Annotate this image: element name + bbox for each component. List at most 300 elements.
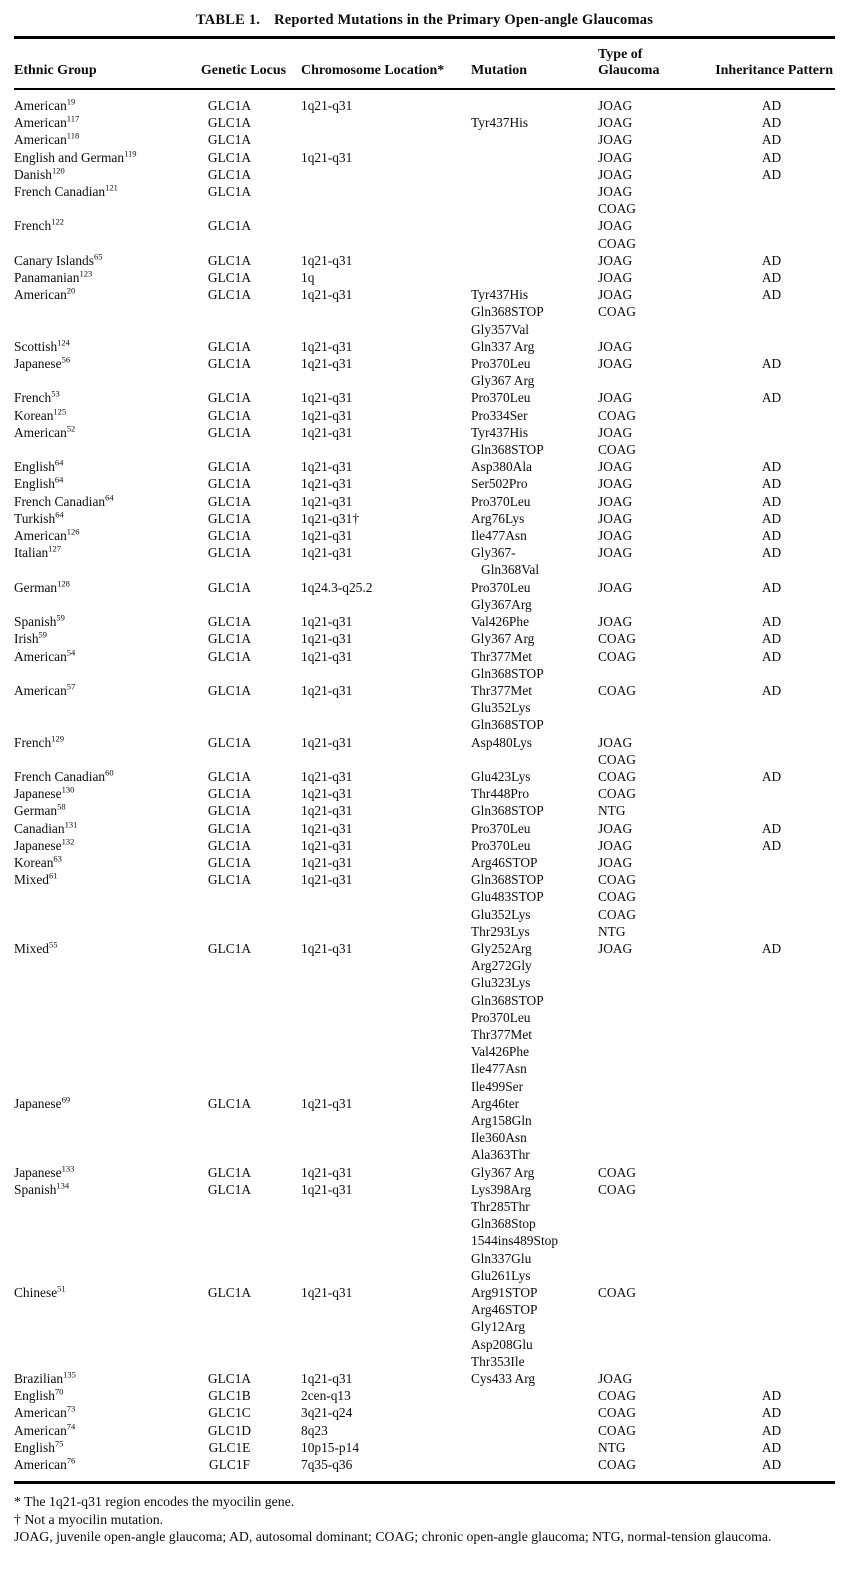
- reference-superscript: 65: [93, 251, 103, 262]
- reference-superscript: 124: [57, 337, 70, 348]
- inheritance-cell: AD: [761, 1405, 782, 1421]
- reference-superscript: 57: [66, 681, 76, 692]
- reference-superscript: 131: [64, 819, 78, 830]
- table-row: [14, 475, 835, 492]
- table-row: [14, 183, 835, 217]
- table-title-text: Reported Mutations in the Primary Open-angle Glaucomas: [274, 12, 654, 28]
- glaucoma-type-cell: COAG: [598, 768, 636, 784]
- chromosome-location-cell: 1q21-q31: [301, 837, 353, 853]
- mutation-cell: Glu423Lys: [471, 768, 531, 784]
- header-chromosome-location: Chromosome Location*: [301, 63, 445, 78]
- ethnic-group-cell: English$^{64}$: [14, 457, 64, 475]
- reference-superscript: 129: [51, 733, 64, 744]
- chromosome-location-cell: 1q21-q31: [301, 872, 353, 888]
- chromosome-location-cell: 1q21-q31: [301, 252, 353, 268]
- mutation-cell: [471, 217, 598, 251]
- inheritance-cell: AD: [761, 631, 782, 647]
- genetic-locus-cell: GLC1A: [207, 786, 252, 802]
- footnote-dagger: † Not a myocilin mutation.: [14, 1511, 164, 1527]
- glaucoma-type-cell: COAG: [598, 407, 636, 423]
- chromosome-location-cell: 1q21-q31: [301, 493, 353, 509]
- table-row: [14, 424, 835, 458]
- genetic-locus-cell: GLC1A: [207, 149, 252, 165]
- table-row: [14, 940, 835, 1095]
- genetic-locus-cell: GLC1A: [207, 218, 252, 234]
- table-row: [14, 493, 835, 510]
- reference-superscript: 59: [38, 629, 48, 640]
- ethnic-group-cell: French Canadian$^{121}$: [14, 182, 118, 200]
- table-footnotes: [14, 1484, 835, 1546]
- chromosome-location-cell: 1q21-q31: [301, 786, 353, 802]
- genetic-locus-cell: GLC1A: [207, 682, 252, 698]
- header-type-line2: Glaucoma: [598, 63, 660, 78]
- inheritance-cell: [688, 734, 835, 768]
- ethnic-group-cell: French Canadian$^{60}$: [14, 767, 114, 784]
- ethnic-group-cell: German$^{128}$: [14, 578, 70, 595]
- mutation-cell: [471, 252, 598, 269]
- genetic-locus-cell: GLC1E: [208, 1439, 251, 1455]
- genetic-locus-cell: GLC1A: [207, 803, 252, 819]
- mutation-cell: Val426Phe: [471, 614, 530, 630]
- genetic-locus-cell: GLC1A: [207, 631, 252, 647]
- reference-superscript: 74: [66, 1421, 76, 1432]
- ethnic-group-cell: American$^{126}$: [14, 526, 80, 544]
- footnote-asterisk: * The 1q21-q31 region encodes the myocilin gene.: [14, 1494, 295, 1510]
- ethnic-group-cell: American$^{52}$: [14, 423, 76, 440]
- inheritance-cell: AD: [761, 682, 782, 698]
- glaucoma-type-cell: COAG: [598, 631, 636, 647]
- table-row: [14, 338, 835, 355]
- mutation-cell: Tyr437His Gln368STOP: [471, 424, 544, 458]
- ethnic-group-cell: American$^{118}$: [14, 130, 80, 148]
- ethnic-group-cell: French$^{53}$: [14, 388, 60, 406]
- genetic-locus-cell: GLC1A: [207, 528, 252, 544]
- mutation-cell: Asp480Lys: [471, 734, 533, 750]
- ethnic-group-cell: American$^{20}$: [14, 285, 76, 303]
- chromosome-location-cell: 1q21-q31: [301, 820, 353, 836]
- mutation-cell: Pro370Leu Gly367 Arg: [471, 356, 535, 389]
- mutation-cell: [471, 1456, 598, 1473]
- inheritance-cell: AD: [761, 528, 782, 544]
- glaucoma-type-cell: JOAG: [598, 545, 633, 561]
- reference-superscript: 75: [54, 1438, 64, 1449]
- genetic-locus-cell: GLC1A: [207, 1371, 252, 1387]
- chromosome-location-cell: 1q21-q31: [301, 149, 353, 165]
- genetic-locus-cell: GLC1A: [207, 837, 252, 853]
- ethnic-group-cell: American$^{73}$: [14, 1403, 76, 1421]
- reference-superscript: 121: [105, 182, 118, 193]
- table-row: [14, 1439, 835, 1456]
- ethnic-group-cell: Canary Islands$^{65}$: [14, 251, 103, 268]
- mutation-cell: [471, 1422, 598, 1439]
- chromosome-location-cell: 1q21-q31: [301, 1371, 353, 1387]
- inheritance-cell: AD: [761, 476, 782, 492]
- ethnic-group-cell: Korean$^{125}$: [14, 406, 67, 423]
- genetic-locus-cell: GLC1A: [207, 768, 252, 784]
- reference-superscript: 55: [48, 939, 58, 950]
- mutation-cell: Pro334Ser: [471, 407, 528, 423]
- mutation-cell: [471, 1404, 598, 1421]
- inheritance-cell: [688, 407, 835, 424]
- genetic-locus-cell: GLC1A: [207, 184, 252, 200]
- inheritance-cell: AD: [761, 545, 782, 561]
- reference-superscript: 56: [61, 354, 71, 365]
- ethnic-group-cell: Canadian$^{131}$: [14, 819, 78, 836]
- mutation-cell: Gly252Arg Arg272Gly Glu323Lys Gln368STOP Pro370Leu Thr377Met Val426Phe Ile477Asn Ile499Ser: [471, 940, 544, 1094]
- genetic-locus-cell: GLC1A: [207, 1181, 252, 1197]
- glaucoma-type-cell: JOAG: [598, 270, 633, 286]
- inheritance-cell: [688, 217, 835, 251]
- glaucoma-type-cell: JOAG: [598, 579, 633, 595]
- chromosome-location-cell: 1q21-q31: [301, 424, 353, 440]
- mutation-cell: Cys433 Arg: [471, 1371, 536, 1387]
- table-row: [14, 854, 835, 871]
- chromosome-location-cell: 1q21-q31: [301, 459, 353, 475]
- mutation-cell: Gly367 Arg: [471, 1164, 535, 1180]
- genetic-locus-cell: GLC1A: [207, 820, 252, 836]
- table-row: [14, 1370, 835, 1387]
- genetic-locus-cell: GLC1A: [207, 545, 252, 561]
- chromosome-location-cell: 8q23: [301, 1422, 328, 1438]
- genetic-locus-cell: GLC1A: [207, 252, 252, 268]
- glaucoma-type-cell: JOAG: [598, 476, 633, 492]
- mutation-cell: Pro370Leu: [471, 390, 531, 406]
- table-header-row: [14, 39, 835, 88]
- table-row: [14, 820, 835, 837]
- reference-superscript: 122: [51, 216, 64, 227]
- mutation-cell: [471, 1439, 598, 1456]
- header-genetic-locus: Genetic Locus: [200, 63, 287, 78]
- reference-superscript: 53: [51, 388, 60, 399]
- inheritance-cell: AD: [761, 390, 782, 406]
- genetic-locus-cell: GLC1A: [207, 940, 252, 956]
- footnote-abbreviations: JOAG, juvenile open-angle glaucoma; AD, autosomal dominant; COAG; chronic open-angle glaucoma; NTG, normal-tension glaucoma.: [14, 1529, 772, 1545]
- glaucoma-type-cell: COAG: [598, 1181, 636, 1197]
- table-row: [14, 527, 835, 544]
- chromosome-location-cell: 1q21-q31: [301, 1095, 353, 1111]
- mutation-cell: Gln368STOP Glu483STOP Glu352Lys Thr293Lys: [471, 872, 544, 939]
- glaucoma-type-cell: JOAG: [598, 528, 633, 544]
- mutation-cell: Gly367 Arg: [471, 631, 535, 647]
- table-row: [14, 252, 835, 269]
- chromosome-location-cell: [301, 131, 471, 148]
- genetic-locus-cell: GLC1A: [207, 132, 252, 148]
- genetic-locus-cell: GLC1A: [207, 734, 252, 750]
- genetic-locus-cell: GLC1A: [207, 98, 252, 113]
- reference-superscript: 64: [105, 492, 114, 503]
- reference-superscript: 63: [53, 853, 62, 864]
- ethnic-group-cell: English$^{70}$: [14, 1386, 64, 1404]
- table-row: [14, 785, 835, 802]
- table-row: [14, 837, 835, 854]
- glaucoma-type-cell: COAG: [598, 1457, 636, 1473]
- table-number: TABLE 1.: [195, 12, 261, 28]
- chromosome-location-cell: 1q21-q31: [301, 476, 353, 492]
- inheritance-cell: [688, 338, 835, 355]
- chromosome-location-cell: 1q21-q31: [301, 390, 353, 406]
- table-row: [14, 217, 835, 251]
- glaucoma-type-cell: JOAG COAG: [598, 218, 636, 251]
- genetic-locus-cell: GLC1A: [207, 270, 252, 286]
- table-row: [14, 166, 835, 183]
- chromosome-location-cell: 1q21-q31: [301, 854, 353, 870]
- chromosome-location-cell: 1q21-q31: [301, 734, 353, 750]
- chromosome-location-cell: 1q21-q31: [301, 614, 353, 630]
- glaucoma-type-cell: JOAG: [598, 837, 633, 853]
- table-row: [14, 407, 835, 424]
- inheritance-cell: [688, 1370, 835, 1387]
- mutation-cell: Arg46ter Arg158Gln Ile360Asn Ala363Thr: [471, 1095, 532, 1163]
- chromosome-location-cell: 1q21-q31: [301, 648, 353, 664]
- table-row: [14, 1404, 835, 1421]
- glaucoma-type-cell: JOAG: [598, 252, 633, 268]
- mutation-cell: Lys398Arg Thr285Thr Gln368Stop 1544ins489Stop Gln337Glu Glu261Lys: [471, 1181, 559, 1283]
- inheritance-cell: [688, 1181, 835, 1284]
- inheritance-cell: [688, 1095, 835, 1164]
- header-mutation: Mutation: [471, 63, 527, 78]
- inheritance-cell: [688, 1284, 835, 1370]
- table-row: [14, 630, 835, 647]
- inheritance-cell: AD: [761, 270, 782, 286]
- glaucoma-type-cell: JOAG: [598, 614, 633, 630]
- table-title: [14, 8, 835, 36]
- chromosome-location-cell: 1q21-q31: [301, 1285, 353, 1301]
- ethnic-group-cell: American$^{76}$: [14, 1455, 76, 1473]
- genetic-locus-cell: GLC1A: [207, 872, 252, 888]
- ethnic-group-cell: American$^{74}$: [14, 1421, 76, 1438]
- chromosome-location-cell: 1q21-q31: [301, 631, 353, 647]
- chromosome-location-cell: 1q21-q31: [301, 768, 353, 784]
- table-row: [14, 286, 835, 338]
- table-row: [14, 458, 835, 475]
- ethnic-group-cell: Mixed$^{55}$: [14, 939, 58, 956]
- reference-superscript: 132: [61, 836, 75, 847]
- glaucoma-type-cell: JOAG: [598, 820, 633, 836]
- glaucoma-type-cell: JOAG COAG: [598, 184, 636, 217]
- reference-superscript: 126: [66, 526, 80, 537]
- chromosome-location-cell: [301, 217, 471, 251]
- genetic-locus-cell: GLC1A: [207, 648, 252, 664]
- inheritance-cell: AD: [761, 940, 782, 956]
- inheritance-cell: [688, 871, 835, 940]
- chromosome-location-cell: [301, 114, 471, 131]
- glaucoma-type-cell: COAG: [598, 1422, 636, 1438]
- ethnic-group-cell: German$^{58}$: [14, 801, 66, 819]
- glaucoma-type-cell: JOAG: [598, 1371, 633, 1387]
- reference-superscript: 128: [57, 578, 70, 589]
- reference-superscript: 59: [56, 612, 65, 623]
- inheritance-cell: AD: [761, 768, 782, 784]
- reference-superscript: 118: [66, 130, 80, 141]
- mutation-cell: Ser502Pro: [471, 476, 528, 492]
- chromosome-location-cell: 1q21-q31: [301, 356, 353, 372]
- genetic-locus-cell: GLC1A: [207, 510, 252, 526]
- table-row: [14, 871, 835, 940]
- inheritance-cell: [688, 1164, 835, 1181]
- chromosome-location-cell: 1q21-q31: [301, 803, 353, 819]
- glaucoma-type-cell: COAG: [598, 1164, 636, 1180]
- table-row: [14, 1456, 835, 1473]
- ethnic-group-cell: French$^{129}$: [14, 733, 64, 750]
- reference-superscript: 51: [57, 1283, 66, 1294]
- mutation-cell: [471, 166, 598, 183]
- reference-superscript: 73: [66, 1403, 76, 1414]
- table-row: [14, 648, 835, 682]
- glaucoma-type-cell: JOAG: [598, 493, 633, 509]
- ethnic-group-cell: American$^{54}$: [14, 647, 76, 664]
- genetic-locus-cell: GLC1A: [207, 356, 252, 372]
- inheritance-cell: AD: [761, 493, 782, 509]
- table-row: [14, 1387, 835, 1404]
- mutation-cell: Pro370Leu: [471, 820, 531, 836]
- table-row: [14, 768, 835, 785]
- glaucoma-type-cell: JOAG: [598, 854, 633, 870]
- reference-superscript: 69: [61, 1094, 71, 1105]
- reference-superscript: 52: [66, 423, 76, 434]
- chromosome-location-cell: [301, 183, 471, 217]
- table-body: [14, 90, 835, 1481]
- table-row: [14, 544, 835, 578]
- inheritance-cell: AD: [761, 1388, 782, 1404]
- chromosome-location-cell: 1q21-q31: [301, 682, 353, 698]
- mutation-cell: Gln368STOP: [471, 803, 544, 819]
- reference-superscript: 20: [66, 285, 76, 296]
- ethnic-group-cell: Danish$^{120}$: [14, 165, 65, 182]
- mutation-cell: Gly367- Gln368Val: [471, 545, 540, 578]
- ethnic-group-cell: Irish$^{59}$: [14, 629, 48, 647]
- genetic-locus-cell: GLC1C: [208, 1405, 251, 1421]
- table-row: [14, 682, 835, 734]
- table-row: [14, 355, 835, 389]
- ethnic-group-cell: English$^{75}$: [14, 1438, 64, 1455]
- glaucoma-type-cell: JOAG: [598, 132, 633, 148]
- ethnic-group-cell: Japanese$^{56}$: [14, 354, 71, 372]
- glaucoma-type-cell: COAG: [598, 786, 636, 802]
- chromosome-location-cell: 3q21-q24: [301, 1405, 353, 1421]
- glaucoma-type-cell: JOAG: [598, 940, 633, 956]
- table-row: [14, 389, 835, 406]
- glaucoma-type-cell: COAG: [598, 648, 636, 664]
- glaucoma-type-cell: JOAG: [598, 149, 633, 165]
- ethnic-group-cell: Brazilian$^{135}$: [14, 1369, 76, 1387]
- inheritance-cell: AD: [761, 98, 782, 113]
- reference-superscript: 117: [66, 113, 80, 124]
- glaucoma-type-cell: JOAG: [598, 98, 633, 113]
- reference-superscript: 134: [56, 1180, 70, 1191]
- inheritance-cell: AD: [761, 1457, 782, 1473]
- reference-superscript: 76: [66, 1455, 76, 1466]
- chromosome-location-cell: 1q21-q31: [301, 528, 353, 544]
- inheritance-cell: AD: [761, 837, 782, 853]
- table-row: [14, 613, 835, 630]
- ethnic-group-cell: Spanish$^{59}$: [14, 612, 65, 630]
- mutation-cell: [471, 149, 598, 166]
- ethnic-group-cell: English and German$^{119}$: [14, 148, 137, 165]
- mutation-cell: Thr377Met Gln368STOP: [471, 648, 544, 681]
- reference-superscript: 120: [51, 165, 65, 176]
- reference-superscript: 130: [61, 784, 75, 795]
- mutation-cell: Thr377Met Glu352Lys Gln368STOP: [471, 682, 544, 733]
- mutation-cell: Arg46STOP: [471, 854, 538, 870]
- mutation-cell: Ile477Asn: [471, 528, 527, 544]
- chromosome-location-cell: 1q21-q31: [301, 407, 353, 423]
- chromosome-location-cell: 1q21-q31: [301, 338, 353, 354]
- ethnic-group-cell: Scottish$^{124}$: [14, 337, 70, 354]
- glaucoma-type-cell: JOAG COAG: [598, 287, 636, 320]
- table-row: [14, 97, 835, 114]
- header-inheritance-pattern: Inheritance Pattern: [715, 63, 833, 78]
- header-type-of-glaucoma: [598, 47, 688, 79]
- chromosome-location-cell: 1q24.3-q25.2: [301, 579, 373, 595]
- ethnic-group-cell: American$^{117}$: [14, 113, 80, 131]
- chromosome-location-cell: [301, 166, 471, 183]
- reference-superscript: 135: [63, 1369, 76, 1380]
- glaucoma-type-cell: COAG: [598, 1405, 636, 1421]
- inheritance-cell: AD: [761, 1439, 782, 1455]
- inheritance-cell: AD: [761, 1422, 782, 1438]
- table-row: [14, 579, 835, 613]
- mutation-cell: [471, 97, 598, 114]
- table-row: [14, 802, 835, 819]
- mutation-cell: [471, 131, 598, 148]
- mutation-cell: Pro370Leu: [471, 493, 531, 509]
- inheritance-cell: AD: [761, 510, 782, 526]
- mutation-cell: [471, 269, 598, 286]
- table-row: [14, 734, 835, 768]
- table-row: [14, 1181, 835, 1284]
- chromosome-location-cell: 1q21-q31: [301, 1164, 353, 1180]
- reference-superscript: 60: [105, 767, 114, 778]
- chromosome-location-cell: 10p15-p14: [301, 1439, 360, 1455]
- genetic-locus-cell: GLC1A: [207, 476, 252, 492]
- ethnic-group-cell: Korean$^{63}$: [14, 853, 62, 870]
- inheritance-cell: AD: [761, 115, 782, 131]
- reference-superscript: 64: [54, 457, 64, 468]
- glaucoma-type-cell: JOAG: [598, 390, 633, 406]
- genetic-locus-cell: GLC1A: [207, 579, 252, 595]
- inheritance-cell: AD: [761, 149, 782, 165]
- chromosome-location-cell: 1q21-q31: [301, 287, 353, 303]
- glaucoma-type-cell: NTG: [598, 803, 626, 819]
- glaucoma-type-cell: JOAG: [598, 338, 633, 354]
- table-row: [14, 510, 835, 527]
- mutation-cell: Asp380Ala: [471, 459, 532, 475]
- reference-superscript: 61: [48, 870, 58, 881]
- genetic-locus-cell: GLC1A: [207, 1285, 252, 1301]
- table-row: [14, 1284, 835, 1370]
- inheritance-cell: AD: [761, 820, 782, 836]
- ethnic-group-cell: French$^{122}$: [14, 216, 64, 234]
- glaucoma-type-cell: [598, 1095, 688, 1164]
- ethnic-group-cell: Panamanian$^{123}$: [14, 268, 93, 286]
- glaucoma-type-cell: JOAG COAG: [598, 424, 636, 458]
- mutation-cell: Arg91STOP Arg46STOP Gly12Arg Asp208Glu Thr353Ile: [471, 1285, 538, 1369]
- glaucoma-type-cell: JOAG COAG: [598, 734, 636, 767]
- table-row: [14, 149, 835, 166]
- glaucoma-type-cell: JOAG: [598, 166, 633, 182]
- genetic-locus-cell: GLC1A: [207, 390, 252, 406]
- glaucoma-type-cell: JOAG: [598, 115, 633, 131]
- genetic-locus-cell: GLC1A: [207, 407, 252, 423]
- inheritance-cell: [688, 785, 835, 802]
- table-row: [14, 1095, 835, 1164]
- genetic-locus-cell: GLC1A: [207, 1164, 252, 1180]
- table-row: [14, 269, 835, 286]
- chromosome-location-cell: 7q35-q36: [301, 1457, 353, 1473]
- glaucoma-type-cell: JOAG: [598, 459, 633, 475]
- mutation-cell: [471, 183, 598, 217]
- mutation-cell: Tyr437His Gln368STOP Gly357Val: [471, 287, 544, 337]
